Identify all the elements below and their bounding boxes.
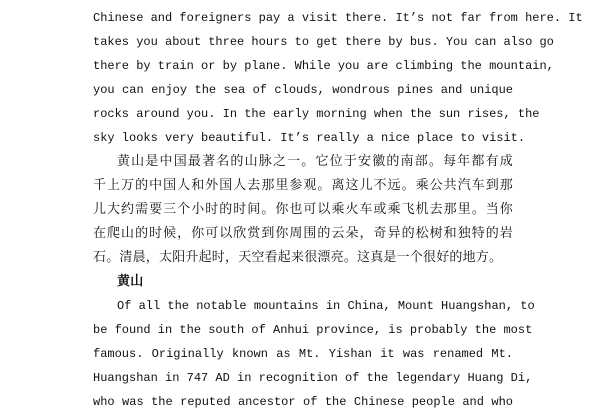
text-line: takes you about three hours to get there by bus. You can also go [93, 35, 554, 49]
text-line: you can enjoy the sea of clouds, wondrous pines and unique [93, 83, 513, 97]
text-line: Of all the notable mountains in China, Mount Huangshan, to [117, 299, 535, 313]
text-line-zh: 在爬山的时候，你可以欣赏到你周围的云朵，奇异的松树和独特的岩 [93, 226, 513, 241]
text-line-zh: 儿大约需要三个小时的时间。你也可以乘火车或乘飞机去那里。当你 [93, 202, 513, 217]
text-line: famous. Originally known as Mt. Yishan it was renamed Mt. [93, 347, 513, 361]
text-line: rocks around you. In the early morning when the sun rises, the [93, 107, 540, 121]
text-line: Huangshan in 747 AD in recognition of the legendary Huang Di, [93, 371, 533, 385]
text-line: Chinese and foreigners pay a visit there. It’s not far from here. It [93, 11, 583, 25]
section-heading: 黄山 [117, 274, 144, 289]
text-line: be found in the south of Anhui province, is probably the most [93, 323, 533, 337]
text-line: there by train or by plane. While you are climbing the mountain, [93, 59, 554, 73]
text-line-zh: 千上万的中国人和外国人去那里参观。离这儿不远。乘公共汽车到那 [93, 178, 513, 193]
text-line: who was the reputed ancestor of the Chinese people and who [93, 395, 513, 409]
text-line: sky looks very beautiful. It’s really a nice place to visit. [93, 131, 526, 145]
text-line-zh: 黄山是中国最著名的山脉之一。它位于安徽的南部。每年都有成 [117, 154, 513, 169]
text-line-zh: 石。清晨，太阳升起时，天空看起来很漂亮。这真是一个很好的地方。 [93, 250, 503, 265]
